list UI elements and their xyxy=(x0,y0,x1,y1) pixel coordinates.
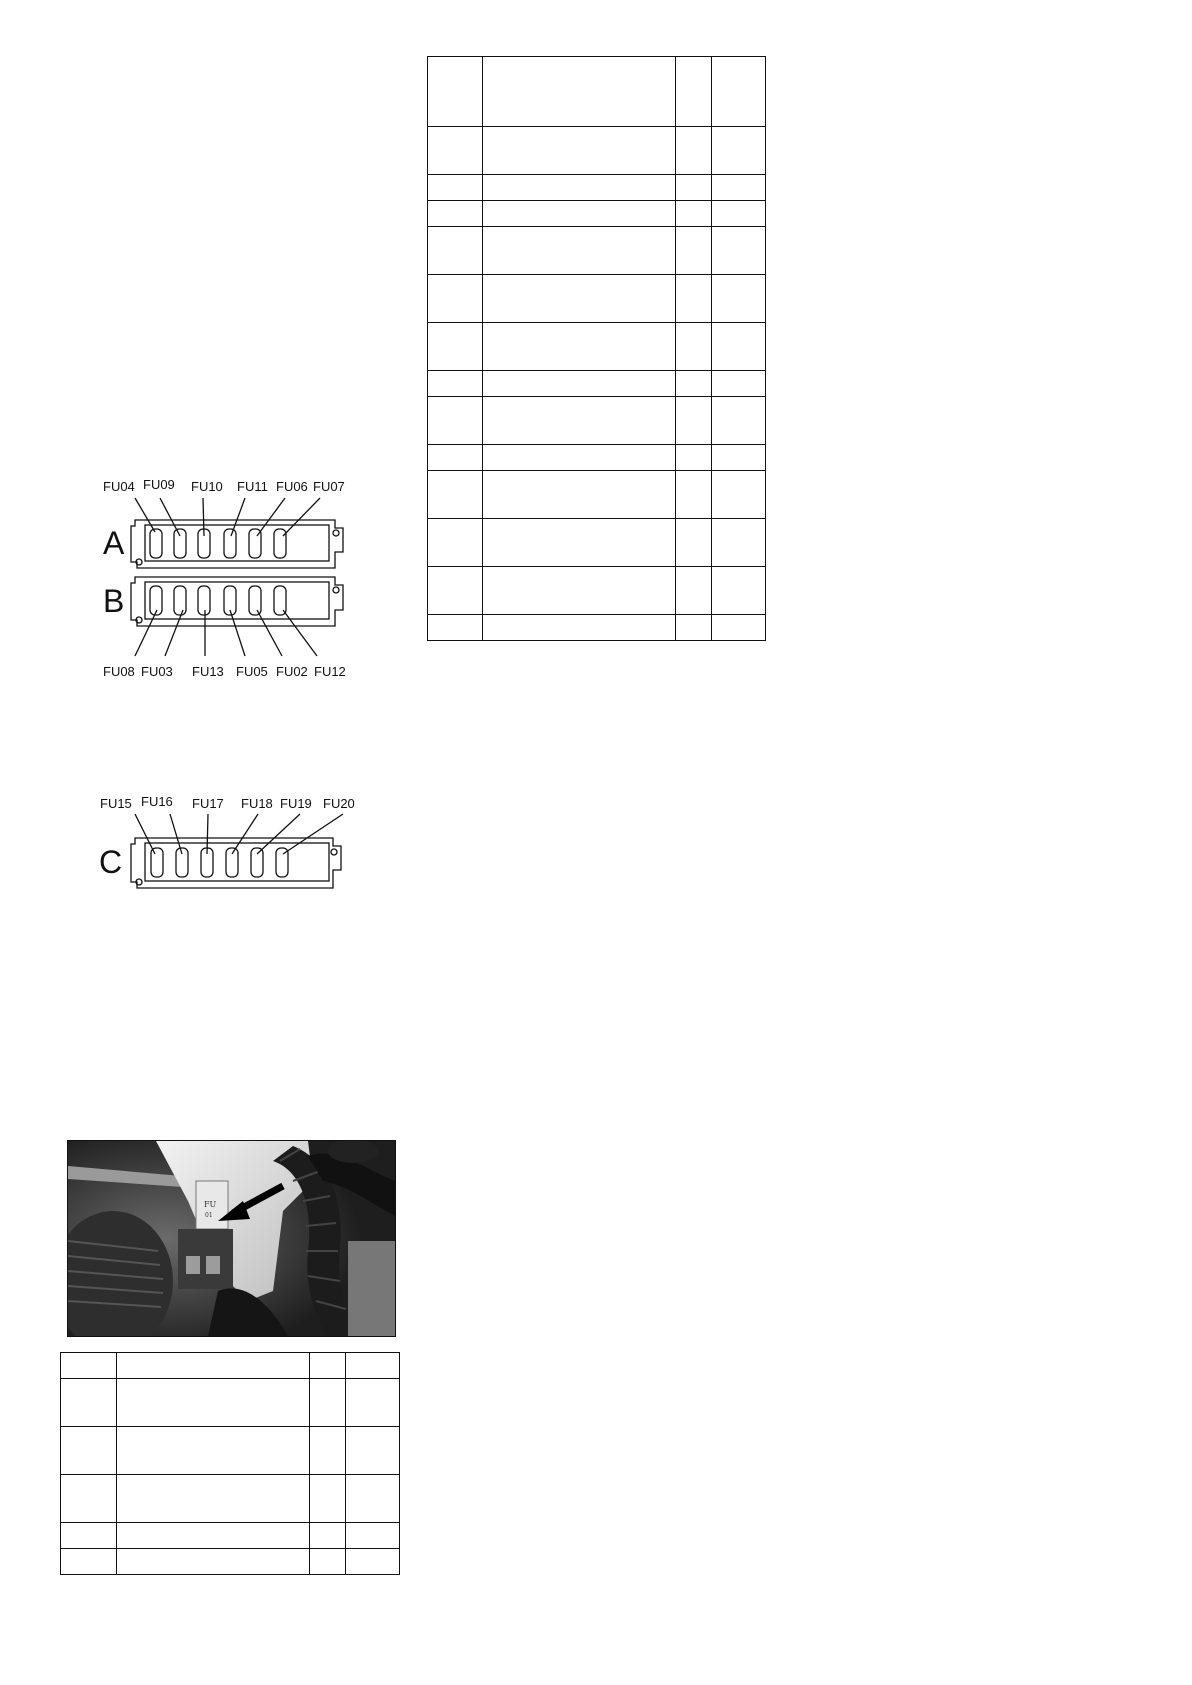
engine-bay-photo-icon xyxy=(68,1141,395,1336)
table-row xyxy=(428,323,766,371)
fuse-label-c-3: FU17 xyxy=(192,796,224,811)
fuse-table-photo xyxy=(60,1352,400,1575)
table-row xyxy=(428,371,766,397)
table-row xyxy=(428,227,766,275)
table-header-row xyxy=(61,1353,400,1379)
fusebox-c-drawing xyxy=(95,790,355,900)
fuse-label-c-6: FU20 xyxy=(323,796,355,811)
fuse-table-main xyxy=(427,56,766,641)
fuse-label-c-2: FU16 xyxy=(141,794,173,809)
fusebox-ab-drawing xyxy=(95,470,355,690)
table-row xyxy=(428,127,766,175)
fuse-label-a-6: FU07 xyxy=(313,479,345,494)
table-row xyxy=(61,1475,400,1523)
fuse-label-a-4: FU11 xyxy=(237,479,268,494)
fuse-label-a-1: FU04 xyxy=(103,479,135,494)
fuse-label-b-3: FU13 xyxy=(192,664,224,679)
table-row xyxy=(428,445,766,471)
fuse-label-c-5: FU19 xyxy=(280,796,312,811)
fuse-label-b-6: FU12 xyxy=(314,664,346,679)
table-row xyxy=(61,1523,400,1549)
fuse-label-b-4: FU05 xyxy=(236,664,268,679)
table-row xyxy=(61,1549,400,1575)
table-row xyxy=(428,397,766,445)
fuse-label-b-1: FU08 xyxy=(103,664,135,679)
fusebox-ab-diagram xyxy=(95,470,355,690)
table-row xyxy=(61,1427,400,1475)
table-row xyxy=(428,275,766,323)
fuse-label-a-5: FU06 xyxy=(276,479,308,494)
fusebox-c-diagram xyxy=(95,790,355,900)
table-row xyxy=(61,1379,400,1427)
fuse-label-b-5: FU02 xyxy=(276,664,308,679)
table-row xyxy=(428,201,766,227)
table-header-row xyxy=(428,57,766,127)
row-letter-c: C xyxy=(99,844,123,880)
fuse-label-c-1: FU15 xyxy=(100,796,132,811)
fuse-label-b-2: FU03 xyxy=(141,664,173,679)
row-letter-b: B xyxy=(103,583,125,619)
row-letter-a: A xyxy=(103,525,125,561)
fuse-label-c-4: FU18 xyxy=(241,796,273,811)
fuse-tag-text: FU xyxy=(204,1200,217,1209)
table-row xyxy=(428,615,766,641)
engine-bay-photo xyxy=(67,1140,396,1337)
fuse-label-a-3: FU10 xyxy=(191,479,223,494)
table-row xyxy=(428,567,766,615)
fuse-label-a-2: FU09 xyxy=(143,477,175,492)
table-row xyxy=(428,471,766,519)
table-row xyxy=(428,175,766,201)
table-row xyxy=(428,519,766,567)
svg-text:01: 01 xyxy=(205,1212,213,1219)
